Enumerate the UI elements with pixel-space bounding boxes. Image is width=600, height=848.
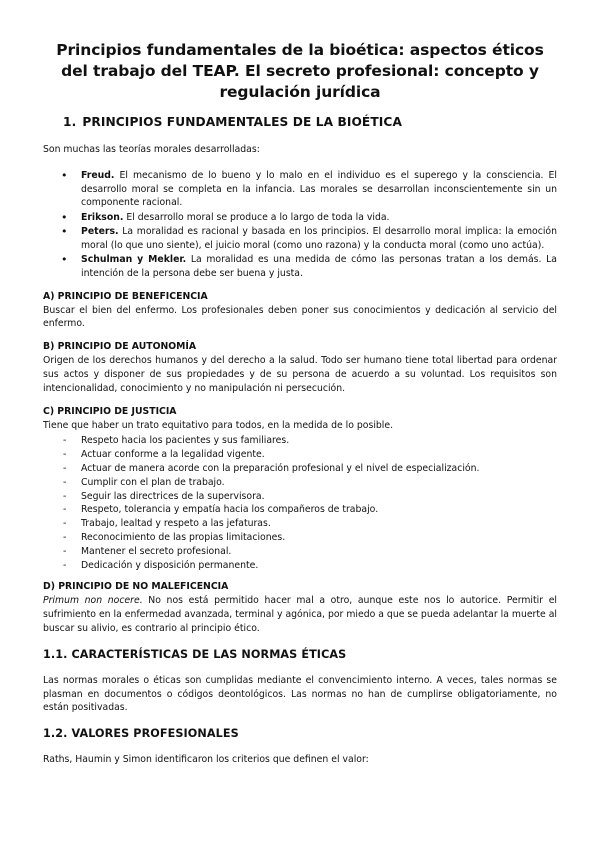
section-1-heading — [63, 115, 557, 129]
justice-list — [43, 434, 557, 572]
theory-name: Erikson. — [81, 211, 124, 223]
theory-name: Schulman y Mekler. — [81, 254, 187, 266]
latin-phrase: Primum non nocere. — [43, 595, 143, 607]
list-item: - Actuar conforme a la legalidad vigente. — [81, 448, 557, 462]
theory-name: Peters. — [81, 225, 119, 237]
section-1-1-heading: 1.1. CARACTERÍSTICAS DE LAS NORMAS ÉTICAS — [43, 647, 347, 661]
principle-c-text: Tiene que haber un trato equitativo para todos, en la medida de lo posible. — [43, 419, 394, 431]
principle-b-heading: B) PRINCIPIO DE AUTONOMÍA — [43, 341, 197, 353]
principle-d-heading: D) PRINCIPIO DE NO MALEFICENCIA — [43, 581, 229, 593]
theories-list — [43, 169, 557, 281]
list-item: - Seguir las directrices de la supervisora. — [81, 490, 557, 504]
theory-text: El desarrollo moral se produce a lo largo de toda la vida. — [123, 211, 390, 223]
section-number: 1. — [63, 115, 77, 129]
principle-b-text: Origen de los derechos humanos y del derecho a la salud. Todo ser humano tiene total libertad para ordenar sus actos y disponer de sus propiedades y de su persona de acuerdo a su voluntad. Los requisitos son intencionalidad, conocimiento y no manipulación ni persecución. — [43, 355, 557, 394]
principle-d-text — [43, 594, 557, 635]
intro-text: Son muchas las teorías morales desarrolladas: — [43, 144, 260, 155]
section-title: PRINCIPIOS FUNDAMENTALES DE LA BIOÉTICA — [82, 115, 402, 129]
list-item — [81, 211, 557, 225]
section-1-2-heading: 1.2. VALORES PROFESIONALES — [43, 727, 239, 741]
principle-d-body: No nos está permitido hacer mal a otro, aunque este nos lo autorice. Permitir el sufrimiento en la enfermedad avanzada, terminal y agónica, por miedo a que se pueda adelantar la muerte al buscar su alivio, es contrario al principio ético. — [43, 595, 557, 635]
list-item — [81, 253, 557, 281]
list-item: - Respeto hacia los pacientes y sus familiares. — [81, 434, 557, 448]
theory-text: El mecanismo de lo bueno y lo malo en el individuo es el superego y la consciencia. El desarrollo moral se completa en la infancia. Las morales se desarrollan inconscientemente sin un componente racional. — [81, 169, 557, 209]
principle-a-heading: A) PRINCIPIO DE BENEFICENCIA — [43, 290, 208, 302]
list-item: - Dedicación y disposición permanente. — [81, 559, 557, 573]
principle-c-heading: C) PRINCIPIO DE JUSTICIA — [43, 405, 177, 417]
theory-text: La moralidad es racional y basada en los principios. El desarrollo moral implica: la emoción moral (lo que uno siente), el juicio moral (como uno razona) y la conducta moral (como uno actúa). — [81, 225, 557, 251]
principle-a-text: Buscar el bien del enfermo. Los profesionales deben poner sus conocimientos y dedicación al servicio del enfermo. — [43, 304, 557, 330]
list-item — [81, 169, 557, 210]
list-item — [81, 225, 557, 253]
list-item: - Reconocimiento de las propias limitaciones. — [81, 531, 557, 545]
section-1-2-text: Raths, Haumin y Simon identificaron los criterios que definen el valor: — [43, 754, 369, 766]
theory-name: Freud. — [81, 169, 115, 181]
list-item: - Respeto, tolerancia y empatía hacia los compañeros de trabajo. — [81, 503, 557, 517]
list-item: - Cumplir con el plan de trabajo. — [81, 476, 557, 490]
list-item: - Mantener el secreto profesional. — [81, 545, 557, 559]
section-1-1-text: Las normas morales o éticas son cumplidas mediante el convencimiento interno. A veces, tales normas se plasman en documentos o códigos deontológicos. Las normas no han de cumplirse obligatoriamente, no están positivadas. — [43, 674, 557, 714]
list-item: - Actuar de manera acorde con la preparación profesional y el nivel de especialización. — [81, 462, 557, 476]
document-title: Principios fundamentales de la bioética: aspectos éticos del trabajo del TEAP. El secreto profesional: concepto y regulación jurídica — [56, 41, 544, 101]
theory-text: La moralidad es una medida de cómo las personas tratan a los demás. La intención de la persona debe ser buena y justa. — [81, 254, 557, 279]
list-item: - Trabajo, lealtad y respeto a las jefaturas. — [81, 517, 557, 531]
